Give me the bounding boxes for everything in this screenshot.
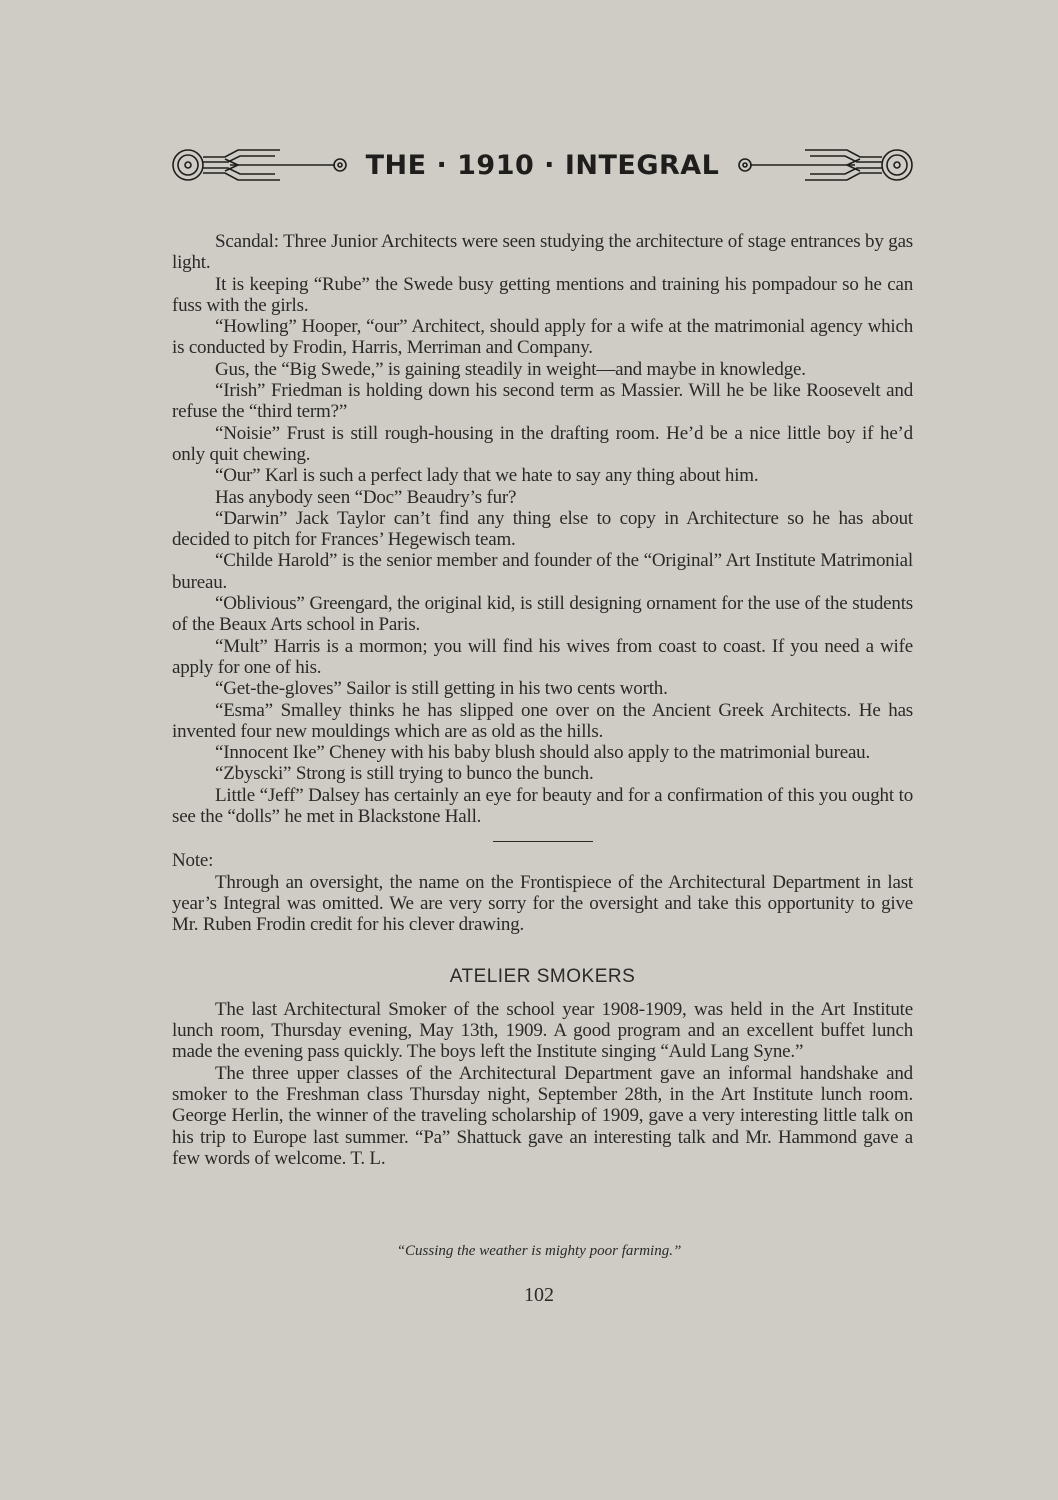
right-ornament-icon <box>735 145 915 185</box>
left-ornament-icon <box>170 145 350 185</box>
footer-quote: “Cussing the weather is mighty poor farming.” <box>396 1243 682 1259</box>
header-title: THE · 1910 · INTEGRAL <box>365 149 720 181</box>
paragraph: “Esma” Smalley thinks he has slipped one over on the Ancient Greek Architects. He has invented four new mouldings which are as old as the hills. <box>172 699 913 742</box>
paragraph: Has anybody seen “Doc” Beaudry’s fur? <box>215 486 517 508</box>
section-heading: ATELIER SMOKERS <box>449 965 636 987</box>
page-body <box>172 231 913 1169</box>
paragraph: “Innocent Ike” Cheney with his baby blush should also apply to the matrimonial bureau. <box>215 742 871 764</box>
paragraph: “Our” Karl is such a perfect lady that we hate to say any thing about him. <box>215 465 759 487</box>
gossip-list <box>172 231 913 827</box>
paragraph: “Childe Harold” is the senior member and founder of the “Original” Art Institute Matrimonial bureau. <box>172 550 913 593</box>
paragraph: The three upper classes of the Architectural Department gave an informal handshake and smoker to the Freshman class Thursday night, September 28th, in the Art Institute lunch room. George Herlin, the winner of the traveling scholarship of 1909, gave a very interesting little talk on his trip to Europe last summer. “Pa” Shattuck gave an interesting talk and Mr. Hammond gave a few words of welcome. T. L. <box>172 1062 913 1169</box>
note-text: Through an oversight, the name on the Frontispiece of the Architectural Department in last year’s Integral was omitted. We are very sorry for the oversight and take this opportunity to give Mr. Ruben Frodin credit for his clever drawing. <box>172 871 913 936</box>
note-label: Note: <box>172 850 214 872</box>
paragraph: Little “Jeff” Dalsey has certainly an eye for beauty and for a confirmation of this you ought to see the “dolls” he met in Blackstone Hall. <box>172 784 913 828</box>
paragraph: “Noisie” Frust is still rough-housing in the drafting room. He’d be a nice little boy if he’d only quit chewing. <box>172 422 913 465</box>
paragraph: “Howling” Hooper, “our” Architect, should apply for a wife at the matrimonial agency which is conducted by Frodin, Harris, Merriman and Company. <box>172 316 913 359</box>
running-header <box>170 143 915 187</box>
paragraph: Scandal: Three Junior Architects were seen studying the architecture of stage entrances by gas light. <box>172 231 913 274</box>
page-number: 102 <box>524 1284 554 1306</box>
paragraph: The last Architectural Smoker of the school year 1908-1909, was held in the Art Institute lunch room, Thursday evening, May 13th, 1909. A good program and an excellent buffet lunch made the evening pass quickly. The boys left the Institute singing “Auld Lang Syne.” <box>172 998 913 1063</box>
paragraph: “Irish” Friedman is holding down his second term as Massier. Will he be like Roosevelt and refuse the “third term?” <box>172 380 913 423</box>
paragraph: “Mult” Harris is a mormon; you will find his wives from coast to coast. If you need a wife apply for one of his. <box>172 635 913 678</box>
paragraph: It is keeping “Rube” the Swede busy getting mentions and training his pompadour so he can fuss with the girls. <box>172 273 913 316</box>
paragraph: “Oblivious” Greengard, the original kid, is still designing ornament for the use of the students of the Beaux Arts school in Paris. <box>172 593 913 636</box>
paragraph: “Get-the-gloves” Sailor is still getting in his two cents worth. <box>215 678 668 700</box>
paragraph: “Darwin” Jack Taylor can’t find any thing else to copy in Architecture so he has about decided to pitch for Frances’ Hegewisch team. <box>172 507 913 551</box>
paragraph: “Zbyscki” Strong is still trying to bunco the bunch. <box>215 763 594 785</box>
divider <box>493 841 593 842</box>
paragraph: Gus, the “Big Swede,” is gaining steadily in weight—and maybe in knowledge. <box>215 358 806 380</box>
